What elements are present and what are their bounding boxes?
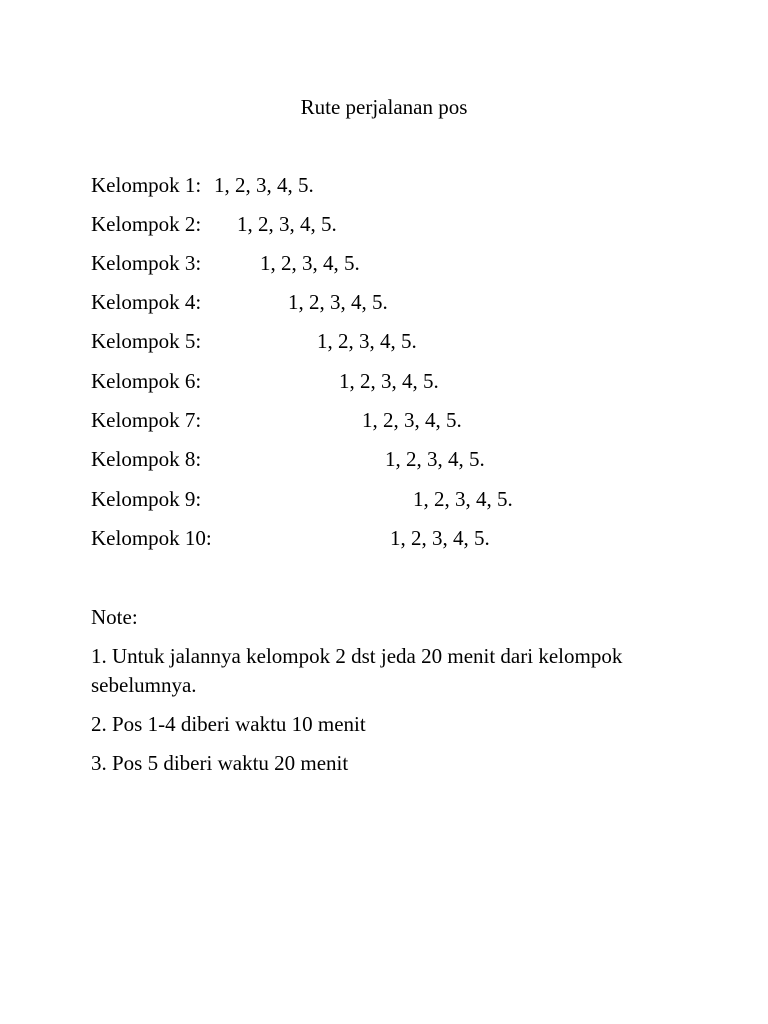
group-label: Kelompok 1: <box>91 173 202 197</box>
group-route: 1, 2, 3, 4, 5. <box>317 329 417 353</box>
group-label: Kelompok 4: <box>91 290 202 314</box>
note-item-3: 3. Pos 5 diberi waktu 20 menit <box>91 751 349 775</box>
group-route: 1, 2, 3, 4, 5. <box>260 251 360 275</box>
group-route: 1, 2, 3, 4, 5. <box>362 408 462 432</box>
group-route: 1, 2, 3, 4, 5. <box>288 290 388 314</box>
group-route: 1, 2, 3, 4, 5. <box>390 526 490 550</box>
note-heading: Note: <box>91 605 138 629</box>
group-route: 1, 2, 3, 4, 5. <box>214 173 314 197</box>
group-label: Kelompok 9: <box>91 487 202 511</box>
note-item-1: 1. Untuk jalannya kelompok 2 dst jeda 20 menit dari kelompok sebelumnya. <box>91 644 623 697</box>
group-label: Kelompok 7: <box>91 408 202 432</box>
group-route: 1, 2, 3, 4, 5. <box>413 487 513 511</box>
group-label: Kelompok 6: <box>91 369 202 393</box>
group-route: 1, 2, 3, 4, 5. <box>237 212 337 236</box>
group-route: 1, 2, 3, 4, 5. <box>385 447 485 471</box>
group-label: Kelompok 10: <box>91 526 212 550</box>
group-route: 1, 2, 3, 4, 5. <box>339 369 439 393</box>
page-title: Rute perjalanan pos <box>300 95 468 119</box>
group-label: Kelompok 2: <box>91 212 202 236</box>
note-item-2: 2. Pos 1-4 diberi waktu 10 menit <box>91 712 366 736</box>
group-label: Kelompok 5: <box>91 329 202 353</box>
group-label: Kelompok 8: <box>91 447 202 471</box>
group-label: Kelompok 3: <box>91 251 202 275</box>
